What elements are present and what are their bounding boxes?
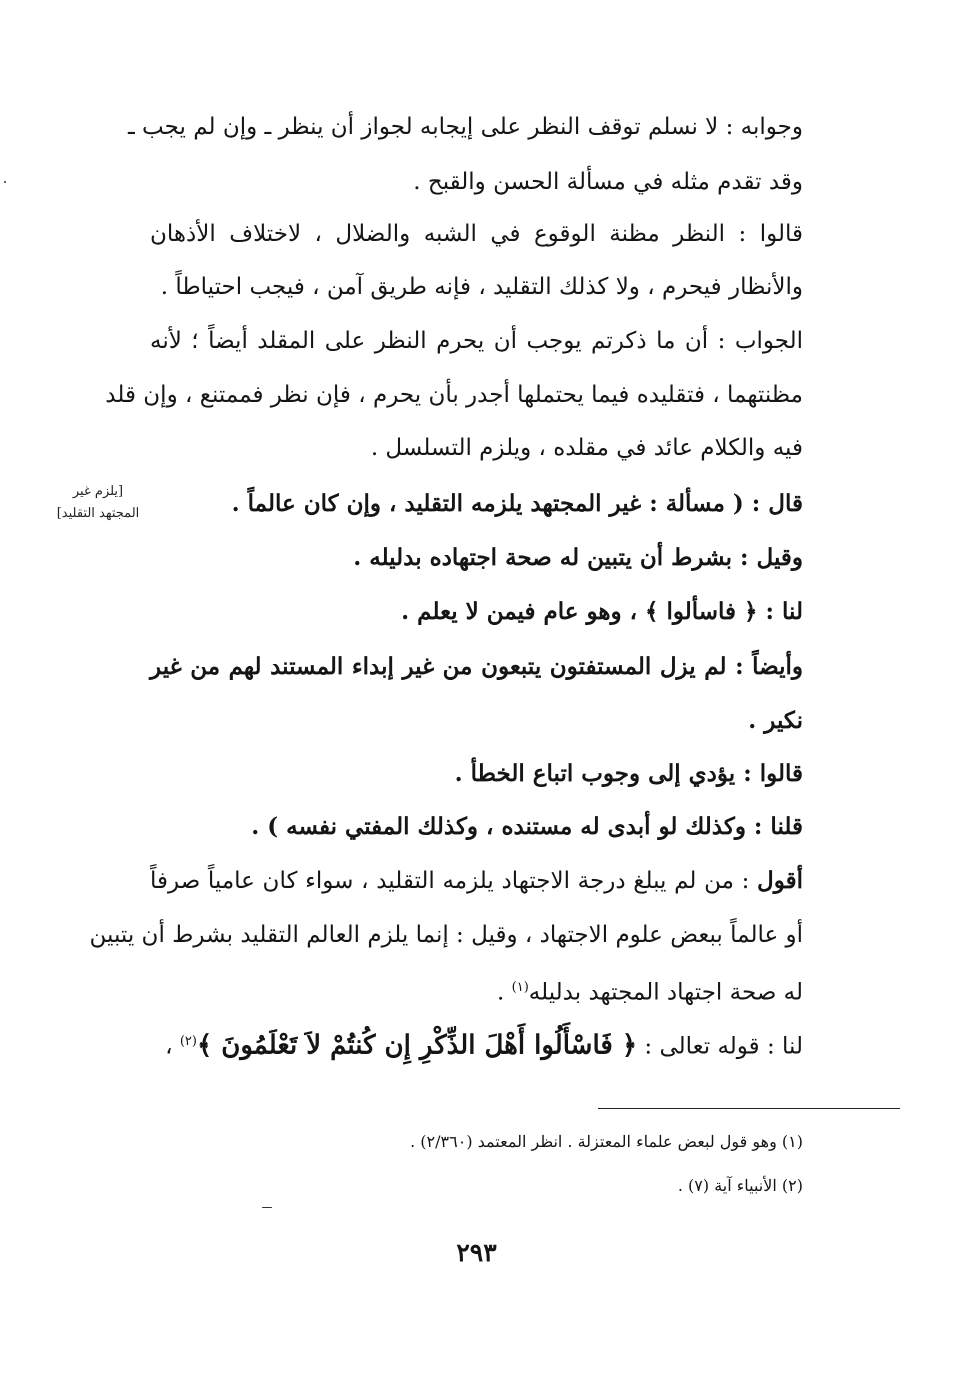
margin-note-line1: [يلزم غير	[72, 484, 124, 499]
aqulu-label: أقول	[757, 867, 803, 894]
p1-line1: وجوابه : لا نسلم توقف النظر على إيجابه لجواز أن ينظر ـ وإن لم يجب ـ	[128, 114, 803, 140]
commentary-line1	[150, 864, 803, 898]
p3-line1: الجواب : أن ما ذكرتم يوجب أن يحرم النظر على المقلد أيضاً ؛ لأنه	[150, 328, 803, 354]
quote-line1: قال : ( مسألة : غير المجتهد يلزمه التقليد ، وإن كان عالماً .	[231, 490, 803, 517]
evidence-line	[165, 1025, 803, 1064]
commentary-line1-text: : من لم يبلغ درجة الاجتهاد يلزمه التقليد ، سواء كان عامياً صرفاً	[150, 868, 758, 894]
commentary-line3-end: .	[497, 979, 512, 1006]
quote-line6: قالوا : يؤدي إلى وجوب اتباع الخطأ .	[454, 760, 803, 787]
quote-line7: قلنا : وكذلك لو أبدى له مستنده ، وكذلك المفتي نفسه ) .	[251, 813, 803, 840]
scan-speck	[4, 181, 6, 183]
p2-line1: قالوا : النظر مظنة الوقوع في الشبه والضلال ، لاختلاف الأذهان	[150, 221, 803, 247]
commentary-line2: أو عالماً ببعض علوم الاجتهاد ، وقيل : إنما يلزم العالم التقليد بشرط أن يتبين	[89, 922, 803, 948]
p3-line3: فيه والكلام عائد في مقلده ، ويلزم التسلسل .	[370, 435, 803, 461]
quote-line3: لنا : ﴿ فاسألوا ﴾ ، وهو عام فيمن لا يعلم .	[401, 598, 803, 625]
margin-note-line2: المجتهد التقليد]	[56, 506, 140, 521]
footnote-1: (١) وهو قول لبعض علماء المعتزلة . انظر المعتمد (٢/٣٦٠) .	[410, 1132, 803, 1151]
footnote-ref-1: (١)	[511, 980, 529, 995]
footnote-2: (٢) الأنبياء آية (٧) .	[677, 1176, 803, 1195]
evidence-prefix: لنا : قوله تعالى :	[637, 1033, 803, 1060]
margin-note	[44, 481, 152, 525]
quran-verse: ﴿ فَاسْأَلُوا أَهْلَ الذِّكْرِ إِن كُنتُمْ لاَ تَعْلَمُونَ ﴾	[196, 1030, 638, 1061]
evidence-end: ،	[165, 1033, 180, 1060]
commentary-line3-text: له صحة اجتهاد المجتهد بدليله	[528, 979, 803, 1006]
quote-line2: وقيل : بشرط أن يتبين له صحة اجتهاده بدليله .	[353, 544, 803, 571]
footnote-separator	[598, 1108, 900, 1109]
scan-speck	[262, 1207, 272, 1208]
commentary-line3	[497, 971, 803, 1010]
quote-line4: وأيضاً : لم يزل المستفتون يتبعون من غير إبداء المستند لهم من غير	[150, 653, 803, 680]
p3-line2: مظنتهما ، فتقليده فيما يحتملها أجدر بأن يحرم ، فإن نظر فممتنع ، وإن قلد	[105, 382, 803, 408]
page-number: ٢٩٣	[456, 1238, 497, 1267]
quote-line5: نكير .	[748, 707, 803, 734]
footnote-ref-2: (٢)	[179, 1034, 197, 1049]
p2-line2: والأنظار فيحرم ، ولا كذلك التقليد ، فإنه طريق آمن ، فيجب احتياطاً .	[160, 274, 803, 300]
p1-line2: وقد تقدم مثله في مسألة الحسن والقبح .	[413, 169, 803, 195]
